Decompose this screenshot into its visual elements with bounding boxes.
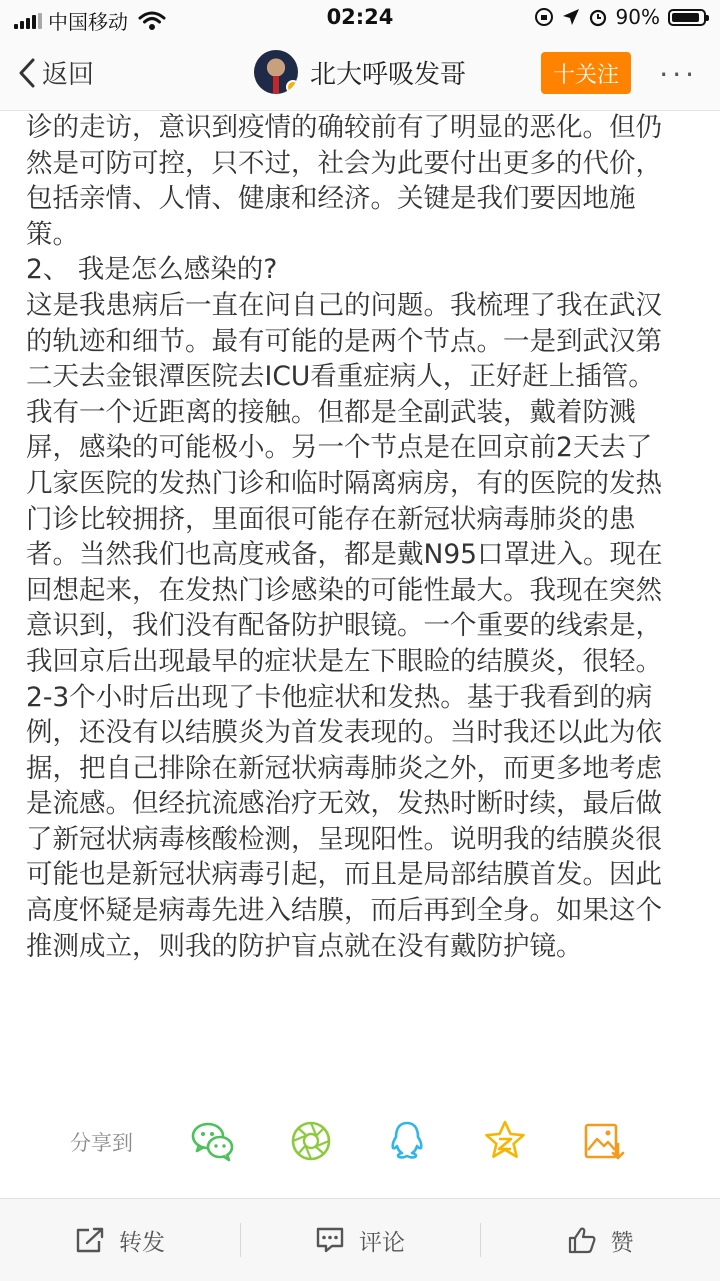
article-line: 例，还没有以结膜炎为首发表现的。当时我还以此为依: [26, 717, 662, 749]
moments-icon[interactable]: [288, 1118, 334, 1164]
nav-bar: [0, 36, 720, 111]
article-line: 2、 我是怎么感染的?: [26, 254, 278, 286]
article-line: 者。当然我们也高度戒备，都是戴N95口罩进入。现在: [26, 539, 663, 571]
profile-header[interactable]: [254, 50, 466, 94]
article-line: 屏，感染的可能极小。另一个节点是在回京前2天去了: [26, 432, 653, 464]
repost-icon: [75, 1226, 105, 1254]
save-image-icon[interactable]: [580, 1118, 626, 1164]
article-line: 意识到，我们没有配备防护眼镜。一个重要的线索是，: [26, 610, 662, 642]
battery-percent: 90%: [615, 5, 660, 29]
article-line: 策。: [26, 218, 79, 250]
repost-button[interactable]: [0, 1199, 240, 1281]
article-line: 我有一个近距离的接触。但都是全副武装，戴着防溅: [26, 396, 636, 428]
article-line: 回想起来，在发热门诊感染的可能性最大。我现在突然: [26, 574, 662, 606]
article-line: 的轨迹和细节。最有可能的是两个节点。一是到武汉第: [26, 325, 662, 357]
more-options-icon[interactable]: ···: [659, 58, 698, 91]
page-title: 北大呼吸发哥: [310, 59, 467, 90]
back-label: 返回: [42, 60, 95, 90]
article-line: 几家医院的发热门诊和临时隔离病房，有的医院的发热: [26, 467, 662, 499]
article-line: 据，把自己排除在新冠状病毒肺炎之外，而更多地考虑: [26, 752, 662, 784]
article-line: 了新冠状病毒核酸检测，呈现阳性。说明我的结膜炎很: [26, 823, 662, 855]
follow-button[interactable]: 十关注: [541, 52, 631, 94]
article-line: 是流感。但经抗流感治疗无效，发热时断时续，最后做: [26, 788, 662, 820]
article-line: 高度怀疑是病毒先进入结膜，而后再到全身。如果这个: [26, 895, 662, 927]
article-line: 这是我患病后一直在问自己的问题。我梳理了我在武汉: [26, 289, 662, 321]
comment-button[interactable]: [240, 1199, 480, 1281]
qq-icon[interactable]: [384, 1118, 430, 1164]
clock: 02:24: [326, 5, 394, 29]
wechat-icon[interactable]: [190, 1118, 236, 1164]
status-right: [534, 5, 706, 29]
alarm-icon: [588, 7, 608, 27]
article-line: 门诊比较拥挤，里面很可能存在新冠状病毒肺炎的患: [26, 503, 636, 535]
article-line: 我回京后出现最早的症状是左下眼睑的结膜炎，很轻。: [26, 645, 662, 677]
article-line: 推测成立，则我的防护盲点就在没有戴防护镜。: [26, 930, 583, 962]
share-row: [0, 1112, 720, 1170]
status-bar: [0, 0, 720, 36]
avatar[interactable]: [254, 50, 298, 94]
bottom-action-bar: [0, 1198, 720, 1281]
article-line: 2-3个小时后出现了卡他症状和发热。基于我看到的病: [26, 681, 653, 713]
orientation-lock-icon: [534, 7, 554, 27]
verified-badge-icon: [286, 80, 298, 94]
battery-icon: [668, 9, 706, 26]
location-icon: [562, 8, 580, 26]
carrier-name: 中国移动: [48, 10, 128, 34]
qzone-icon[interactable]: [482, 1118, 528, 1164]
comment-label: 评论: [359, 1229, 405, 1256]
repost-label: 转发: [119, 1229, 165, 1256]
article-line: 诊的走访，意识到疫情的确较前有了明显的恶化。但仍: [26, 112, 662, 143]
back-button[interactable]: [18, 54, 94, 91]
like-button[interactable]: [480, 1199, 720, 1281]
thumbs-up-icon: [567, 1226, 597, 1254]
share-label: 分享到: [70, 1131, 133, 1155]
like-label: 赞: [610, 1229, 634, 1256]
article-line: 可能也是新冠状病毒引起，而且是局部结膜首发。因此: [26, 859, 662, 891]
chevron-left-icon: [18, 58, 36, 88]
comment-icon: [315, 1226, 345, 1254]
article-body: [26, 110, 706, 964]
article-line: 然是可防可控，只不过，社会为此要付出更多的代价，: [26, 147, 662, 179]
article-line: 二天去金银潭医院去ICU看重症病人，正好赶上插管。: [26, 361, 655, 393]
article-line: 包括亲情、人情、健康和经济。关键是我们要因地施: [26, 183, 636, 215]
